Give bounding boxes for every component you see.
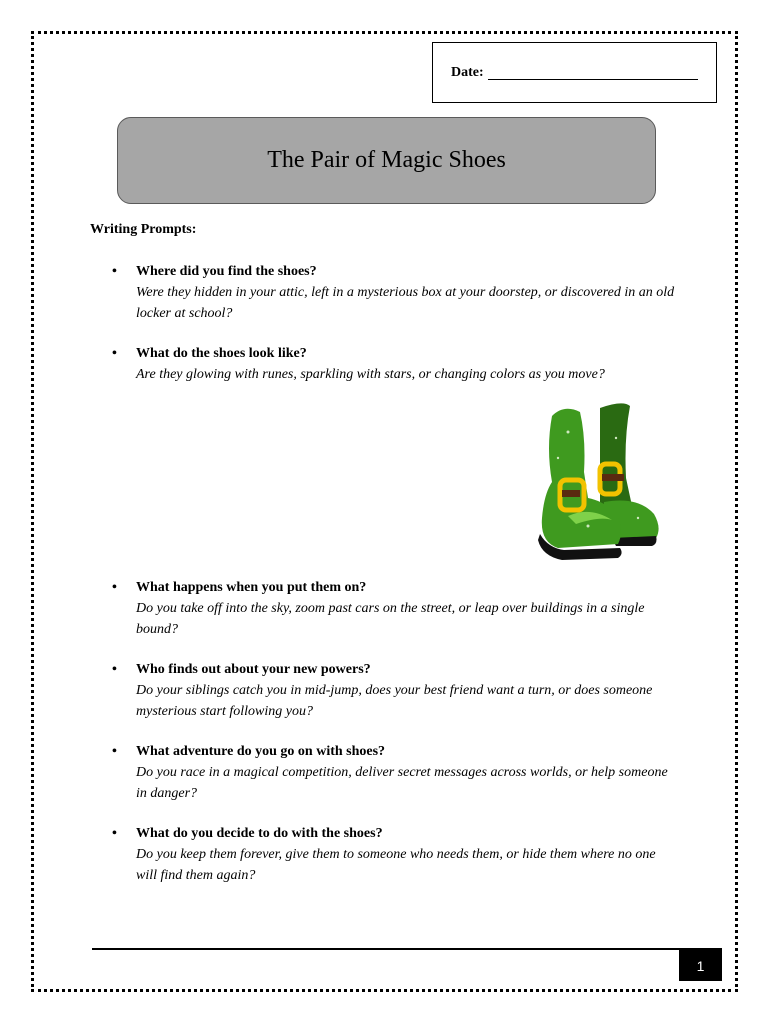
prompt-detail: Are they glowing with runes, sparkling with stars, or changing colors as you move? xyxy=(136,367,605,382)
prompt-item xyxy=(110,344,680,385)
bullet: • xyxy=(112,826,117,841)
bullet: • xyxy=(112,264,117,279)
section-label: Writing Prompts: xyxy=(90,222,197,237)
bullet: • xyxy=(112,662,117,677)
bullet: • xyxy=(112,744,117,759)
date-label: Date: xyxy=(451,64,484,80)
bullet: • xyxy=(112,580,117,595)
date-box xyxy=(432,42,717,103)
footer-rule xyxy=(92,948,722,950)
prompt-question: What do the shoes look like? xyxy=(136,346,307,361)
prompt-item xyxy=(110,262,680,324)
green-magic-boots-icon xyxy=(528,398,668,563)
prompt-detail: Do you keep them forever, give them to someone who needs them, or hide them where no one will find them again? xyxy=(136,847,656,883)
page-title: The Pair of Magic Shoes xyxy=(267,147,506,173)
prompt-item xyxy=(110,578,680,640)
page-number: 1 xyxy=(679,950,722,981)
prompt-question: What adventure do you go on with shoes? xyxy=(136,744,386,759)
prompt-detail: Do you race in a magical competition, deliver secret messages across worlds, or help someone in danger? xyxy=(136,765,668,801)
prompt-item xyxy=(110,742,680,804)
bullet: • xyxy=(112,346,117,361)
prompt-question: What do you decide to do with the shoes? xyxy=(136,826,383,841)
prompt-question: What happens when you put them on? xyxy=(136,580,367,595)
prompt-question: Where did you find the shoes? xyxy=(136,264,317,279)
title-banner xyxy=(117,117,656,204)
prompt-detail: Do your siblings catch you in mid-jump, does your best friend want a turn, or does someone mysterious start following you? xyxy=(136,683,653,719)
date-blank-line[interactable] xyxy=(488,65,698,80)
prompt-item xyxy=(110,824,680,886)
prompt-detail: Were they hidden in your attic, left in a mysterious box at your doorstep, or discovered in an old locker at school? xyxy=(136,285,675,321)
prompt-detail: Do you take off into the sky, zoom past cars on the street, or leap over buildings in a single bound? xyxy=(136,601,645,637)
prompt-question: Who finds out about your new powers? xyxy=(136,662,371,677)
prompt-item xyxy=(110,660,680,722)
